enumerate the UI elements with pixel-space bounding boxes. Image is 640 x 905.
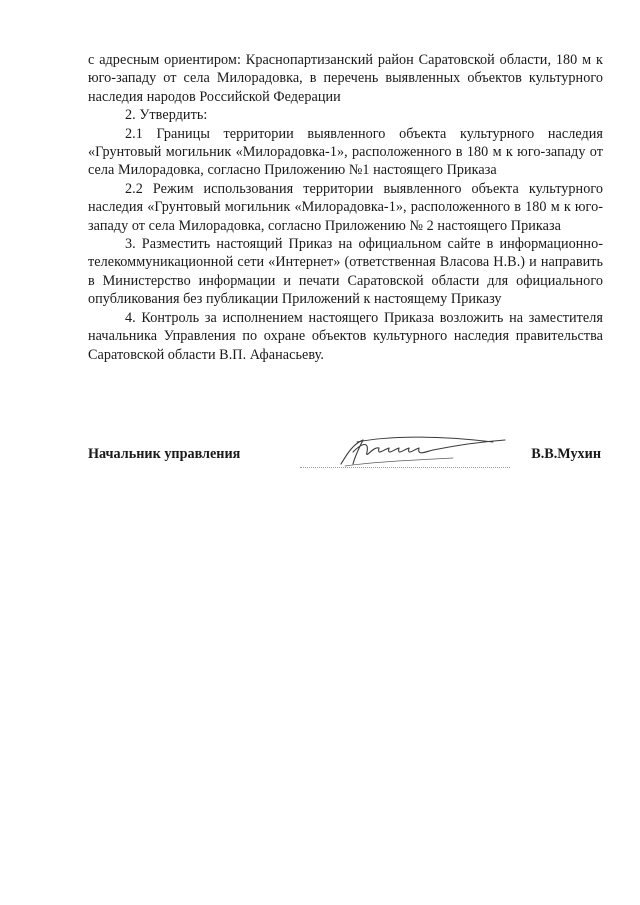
signature-block [88,436,603,476]
signatory-name: В.В.Мухин [531,446,601,462]
handwritten-signature [333,436,513,468]
paragraph-intro-continuation: с адресным ориентиром: Краснопартизанский район Саратовской области, 180 м к юго-западу от села Милорадовка, в перечень выявленных объектов культурного наследия народов Российской Федерации [88,52,603,105]
document-body [88,51,603,364]
paragraph-item-2-1: 2.1 Границы территории выявленного объекта культурного наследия «Грунтовый могильник «Милорадовка-1», расположенного в 180 м к юго-западу от села Милорадовка, согласно Приложению №1 настоящего Приказа [88,125,603,179]
signatory-title: Начальник управления [88,446,241,462]
paragraph-item-2-2: 2.2 Режим использования территории выявленного объекта культурного наследия «Грунтовый могильник «Милорадовка-1», расположенного в 180 м к юго-западу от села Милорадовка, согласно Приложению № 2 настоящего Приказа [88,180,603,234]
paragraph-item-4: 4. Контроль за исполнением настоящего Приказа возложить на заместителя начальника Управления по охране объектов культурного наследия правительства Саратовской области В.П. Афанасьеву. [88,309,603,363]
paragraph-item-3: 3. Разместить настоящий Приказ на официальном сайте в информационно-телекоммуникационной сети «Интернет» (ответственная Власова Н.В.) и направить в Министерство информации и печати Саратовской области для официального опубликования без публикации Приложений к настоящему Приказу [88,236,603,308]
paragraph-approve: 2. Утвердить: [125,107,208,124]
